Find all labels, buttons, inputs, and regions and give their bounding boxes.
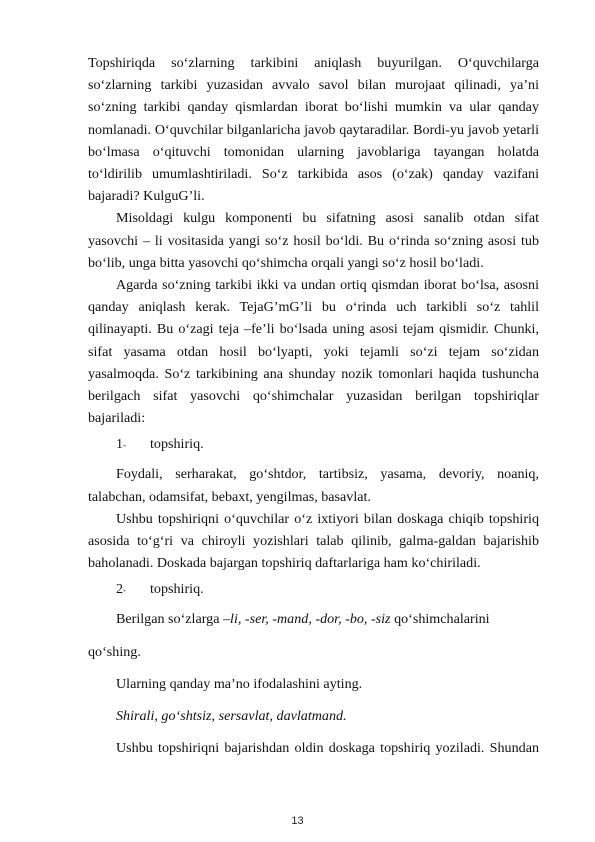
- task-label: topshiriq.: [150, 581, 204, 598]
- paragraph-instructions: Ushbu topshiriqni o‘quvchilar o‘z ixtiyori bilan doskaga chiqib topshiriq asosida to‘g‘ri va chiroyli yozishlari talab qilinib, galma-galdan bajarishib baholanadi. Doskada bajargan topshiriq daftarlariga ham ko‘chiriladi.: [88, 510, 539, 572]
- page-number: 13: [291, 815, 304, 827]
- paragraph-suffix-task-cont: qo‘shing.: [88, 643, 141, 660]
- task-heading-2: [88, 578, 539, 600]
- task-number: 1-: [116, 436, 127, 453]
- paragraph-suffix-task: Berilgan so‘zlarga –li, -ser, -mand, -dor, -bo, -siz qo‘shimchalarini: [116, 611, 490, 628]
- paragraph-example: Misoldagi kulgu komponenti bu sifatning asosi sanalib otdan sifat yasovchi – li vositasida yangi so‘z hosil bo‘ldi. Bu o‘rinda so‘zning asosi tub bo‘lib, unga bitta yasovchi qo‘shimcha orqali yangi so‘z hosil bo‘ladi.: [88, 210, 539, 271]
- paragraph-meaning: Ularning qanday ma’no ifodalashini ayting.: [116, 675, 363, 692]
- paragraph-intro: Topshiriqda so‘zlarning tarkibini aniqlash buyurilgan. O‘quvchilarga so‘zlarning tarkibi yuzasidan avvalo savol bilan murojaat qilinadi, ya’ni so‘zning tarkibi qanday qismlardan iborat bo‘lishi mumkin va ular qanday nomlanadi. O‘quvchilar bilganlaricha javob qaytaradilar. Bordi-yu javob yetarli bo‘lmasa o‘qituvchi tomonidan ularning javoblariga tayangan holatda to‘ldirilib umumlashtiriladi. So‘z tarkibida asos (o‘zak) qanday vazifani bajaradi? KulguG’li.: [88, 55, 539, 205]
- task-heading-1: [88, 433, 539, 455]
- suffix-list: li, -ser, -mand, -dor, -bo, -siz: [230, 611, 391, 628]
- paragraph-final: Ushbu topshiriqni bajarishdan oldin doskaga topshiriq yoziladi. Shundan: [116, 740, 539, 757]
- paragraph-word-list: Foydali, serharakat, go‘shtdor, tartibsiz, yasama, devoriy, noaniq, talabchan, odamsifat, bebaxt, yengilmas, basavlat.: [88, 466, 539, 505]
- paragraph-examples-italic: Shirali, go‘shtsiz, sersavlat, davlatmand.: [116, 708, 347, 725]
- page-content: [88, 52, 539, 759]
- task-number: 2-: [116, 581, 127, 598]
- task-label: topshiriq.: [150, 436, 204, 453]
- paragraph-analysis: Agarda so‘zning tarkibi ikki va undan ortiq qismdan iborat bo‘lsa, asosni qanday aniqlash kerak. TejaG’mG’li bu o‘rinda uch tarkibli so‘z tahlil qilinayapti. Bu o‘zagi teja –fe’li bo‘lsada uning asosi tejam qismidir. Chunki, sifat yasama otdan hosil bo‘lyapti, yoki tejamli so‘zi tejam so‘zidan yasalmoqda. So‘z tarkibining ana shunday nozik tomonlari haqida tushuncha berilgach sifat yasovchi qo‘shimchalar yuzasidan berilgan topshiriqlar bajariladi:: [88, 277, 539, 427]
